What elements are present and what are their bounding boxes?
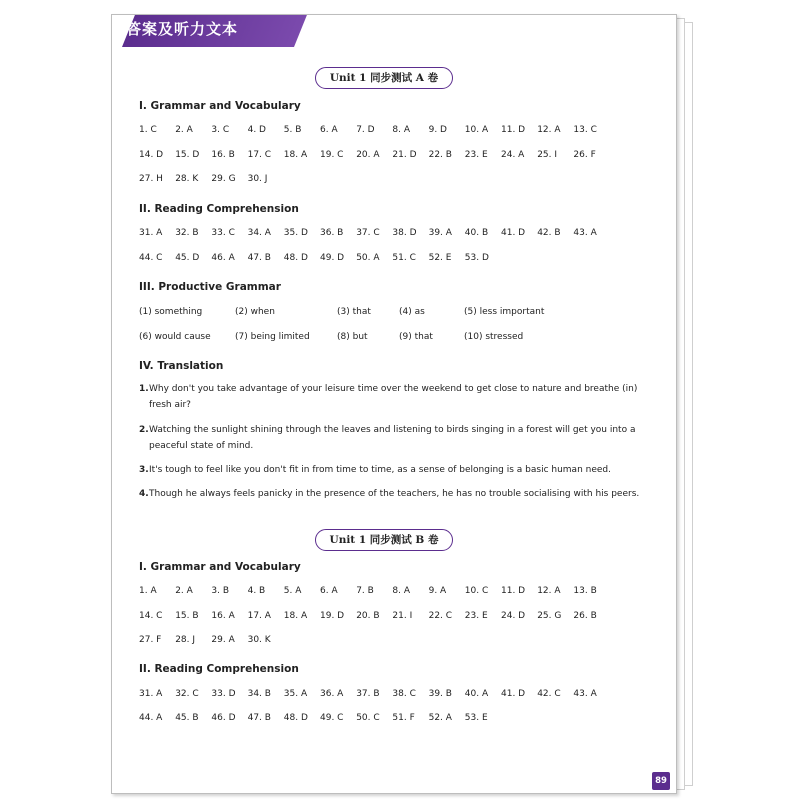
answer-item: 41. D — [501, 689, 526, 699]
answer-item: 17. C — [247, 149, 272, 160]
answer-item: 53. D — [464, 252, 489, 263]
unit-b-title: Unit 1 同步测试 B 卷 — [315, 529, 453, 551]
answer-item: 53. E — [464, 713, 488, 723]
answer-item: 1. A — [139, 586, 157, 596]
answer-item: 3. B — [211, 586, 230, 596]
answer-item: 40. B — [464, 228, 489, 238]
answer-item: 40. A — [464, 689, 489, 699]
answer-item: 33. D — [211, 689, 236, 699]
productive-answer: (4) as — [399, 307, 425, 317]
answer-item: 51. C — [392, 252, 416, 263]
grammar-heading: I. Grammar and Vocabulary — [139, 100, 301, 112]
answer-item: 18. A — [283, 610, 308, 621]
answer-item: 31. A — [139, 689, 163, 699]
answer-item: 44. A — [139, 713, 163, 723]
answer-page — [111, 14, 677, 794]
answer-item: 25. I — [537, 149, 558, 160]
answer-item: 2. A — [175, 586, 193, 596]
answer-item: 37. C — [356, 228, 380, 238]
productive-answer: (9) that — [399, 331, 433, 342]
grammar-heading: I. Grammar and Vocabulary — [139, 561, 301, 573]
answer-item: 16. A — [211, 610, 235, 621]
answer-item: 29. G — [211, 174, 236, 184]
answer-item: 18. A — [283, 149, 308, 160]
answer-item: 44. C — [139, 252, 163, 263]
answer-item: 3. C — [211, 125, 230, 135]
answer-item: 49. D — [320, 252, 345, 263]
answer-item: 1. C — [139, 125, 157, 135]
answer-item: 7. B — [356, 586, 374, 596]
answer-item: 6. A — [320, 586, 338, 596]
translation-line: peaceful state of mind. — [149, 440, 254, 451]
answer-item: 50. A — [356, 252, 380, 263]
reading-heading: II. Reading Comprehension — [139, 663, 299, 675]
answer-item: 5. B — [283, 125, 302, 135]
productive-answer: (7) being limited — [235, 331, 310, 342]
answer-item: 5. A — [283, 586, 302, 596]
answer-item: 12. A — [537, 586, 561, 596]
answer-item: 38. D — [392, 228, 417, 238]
answer-item: 51. F — [392, 713, 415, 723]
answer-item: 13. C — [573, 125, 597, 135]
answer-item: 20. B — [356, 610, 380, 621]
banner-title: 答案及听力文本 — [126, 20, 239, 38]
answer-item: 49. C — [320, 713, 344, 723]
answer-item: 19. C — [320, 149, 344, 160]
answer-item: 29. A — [211, 635, 235, 645]
answer-item: 39. B — [428, 689, 452, 699]
answer-item: 6. A — [320, 125, 338, 135]
answer-item: 37. B — [356, 689, 380, 699]
answer-item: 36. B — [320, 228, 344, 238]
answer-item: 41. D — [501, 228, 526, 238]
answer-item: 39. A — [428, 228, 452, 238]
answer-item: 38. C — [392, 689, 416, 699]
answer-item: 21. I — [392, 610, 413, 621]
answer-item: 46. A — [211, 252, 235, 263]
answer-item: 12. A — [537, 125, 561, 135]
answer-item: 24. A — [501, 149, 525, 160]
answer-item: 27. F — [139, 635, 162, 645]
translation-heading: IV. Translation — [139, 360, 224, 372]
answer-item: 19. D — [320, 610, 345, 621]
answer-item: 34. A — [247, 228, 271, 238]
answer-item: 23. E — [464, 610, 488, 621]
answer-item: 45. B — [175, 713, 199, 723]
answer-item: 4. D — [247, 125, 266, 135]
productive-answer: (2) when — [235, 307, 275, 317]
answer-item: 15. B — [175, 610, 199, 621]
productive-answer: (6) would cause — [139, 331, 211, 342]
translation-number: 4. — [139, 489, 149, 499]
productive-answer: (1) something — [139, 307, 203, 317]
translation-number: 1. — [139, 384, 149, 394]
answer-item: 4. B — [247, 586, 266, 596]
answer-item: 14. D — [139, 149, 164, 160]
answer-item: 14. C — [139, 610, 163, 621]
translation-number: 3. — [139, 465, 149, 475]
translation-line: Though he always feels panicky in the presence of the teachers, he has no trouble socialising with his peers. — [149, 489, 640, 499]
productive-answer: (3) that — [337, 307, 371, 317]
answer-item: 7. D — [356, 125, 375, 135]
answer-item: 9. D — [428, 125, 447, 135]
answer-item: 17. A — [247, 610, 271, 621]
answer-item: 45. D — [175, 252, 200, 263]
answer-item: 27. H — [139, 174, 163, 184]
answer-item: 30. J — [247, 174, 268, 184]
page-number: 89 — [652, 772, 670, 790]
answer-item: 32. B — [175, 228, 199, 238]
translation-line: It's tough to feel like you don't fit in from time to time, as a sense of belonging is a basic human need. — [149, 465, 611, 475]
answer-item: 33. C — [211, 228, 235, 238]
answer-item: 35. A — [283, 689, 308, 699]
answer-item: 26. F — [573, 149, 596, 160]
unit-a-title: Unit 1 同步测试 A 卷 — [315, 67, 453, 89]
answer-item: 11. D — [501, 586, 526, 596]
productive-heading: III. Productive Grammar — [139, 281, 281, 293]
answer-item: 26. B — [573, 610, 597, 621]
answer-item: 10. A — [464, 125, 489, 135]
answer-item: 13. B — [573, 586, 597, 596]
reading-heading: II. Reading Comprehension — [139, 203, 299, 215]
answer-item: 30. K — [247, 635, 271, 645]
answer-item: 32. C — [175, 689, 199, 699]
answer-item: 36. A — [320, 689, 344, 699]
answer-item: 22. C — [428, 610, 453, 621]
answer-item: 35. D — [283, 228, 308, 238]
answer-item: 28. K — [175, 174, 199, 184]
answer-item: 8. A — [392, 125, 410, 135]
answer-item: 15. D — [175, 149, 200, 160]
answer-item: 47. B — [247, 252, 271, 263]
answer-item: 25. G — [537, 610, 562, 621]
answer-item: 50. C — [356, 713, 380, 723]
answer-item: 52. A — [428, 713, 452, 723]
answer-item: 22. B — [428, 149, 452, 160]
answer-item: 31. A — [139, 228, 163, 238]
answer-item: 2. A — [175, 125, 193, 135]
productive-answer: (8) but — [337, 331, 368, 342]
translation-number: 2. — [139, 425, 149, 435]
answer-item: 11. D — [501, 125, 526, 135]
answer-item: 34. B — [247, 689, 271, 699]
answer-item: 16. B — [211, 149, 235, 160]
translation-line: fresh air? — [149, 399, 191, 410]
answer-item: 21. D — [392, 149, 417, 160]
translation-line: Watching the sunlight shining through the leaves and listening to birds singing in a forest will get you into a — [149, 425, 636, 435]
answer-item: 10. C — [464, 586, 489, 596]
answer-item: 8. A — [392, 586, 410, 596]
answer-item: 43. A — [573, 228, 597, 238]
answer-item: 48. D — [283, 713, 308, 723]
answer-item: 23. E — [464, 149, 488, 160]
answer-item: 20. A — [356, 149, 380, 160]
answer-item: 9. A — [428, 586, 447, 596]
productive-answer: (10) stressed — [464, 331, 524, 342]
answer-item: 28. J — [175, 635, 196, 645]
answer-item: 42. B — [537, 228, 561, 238]
answer-item: 52. E — [428, 252, 452, 263]
translation-line: Why don't you take advantage of your leisure time over the weekend to get close to nature and breathe (in) — [149, 384, 638, 394]
answer-item: 46. D — [211, 713, 236, 723]
answer-item: 47. B — [247, 713, 271, 723]
answer-item: 42. C — [537, 689, 561, 699]
answer-item: 43. A — [573, 689, 597, 699]
answer-item: 24. D — [501, 610, 526, 621]
productive-answer: (5) less important — [464, 307, 545, 317]
answer-item: 48. D — [283, 252, 308, 263]
